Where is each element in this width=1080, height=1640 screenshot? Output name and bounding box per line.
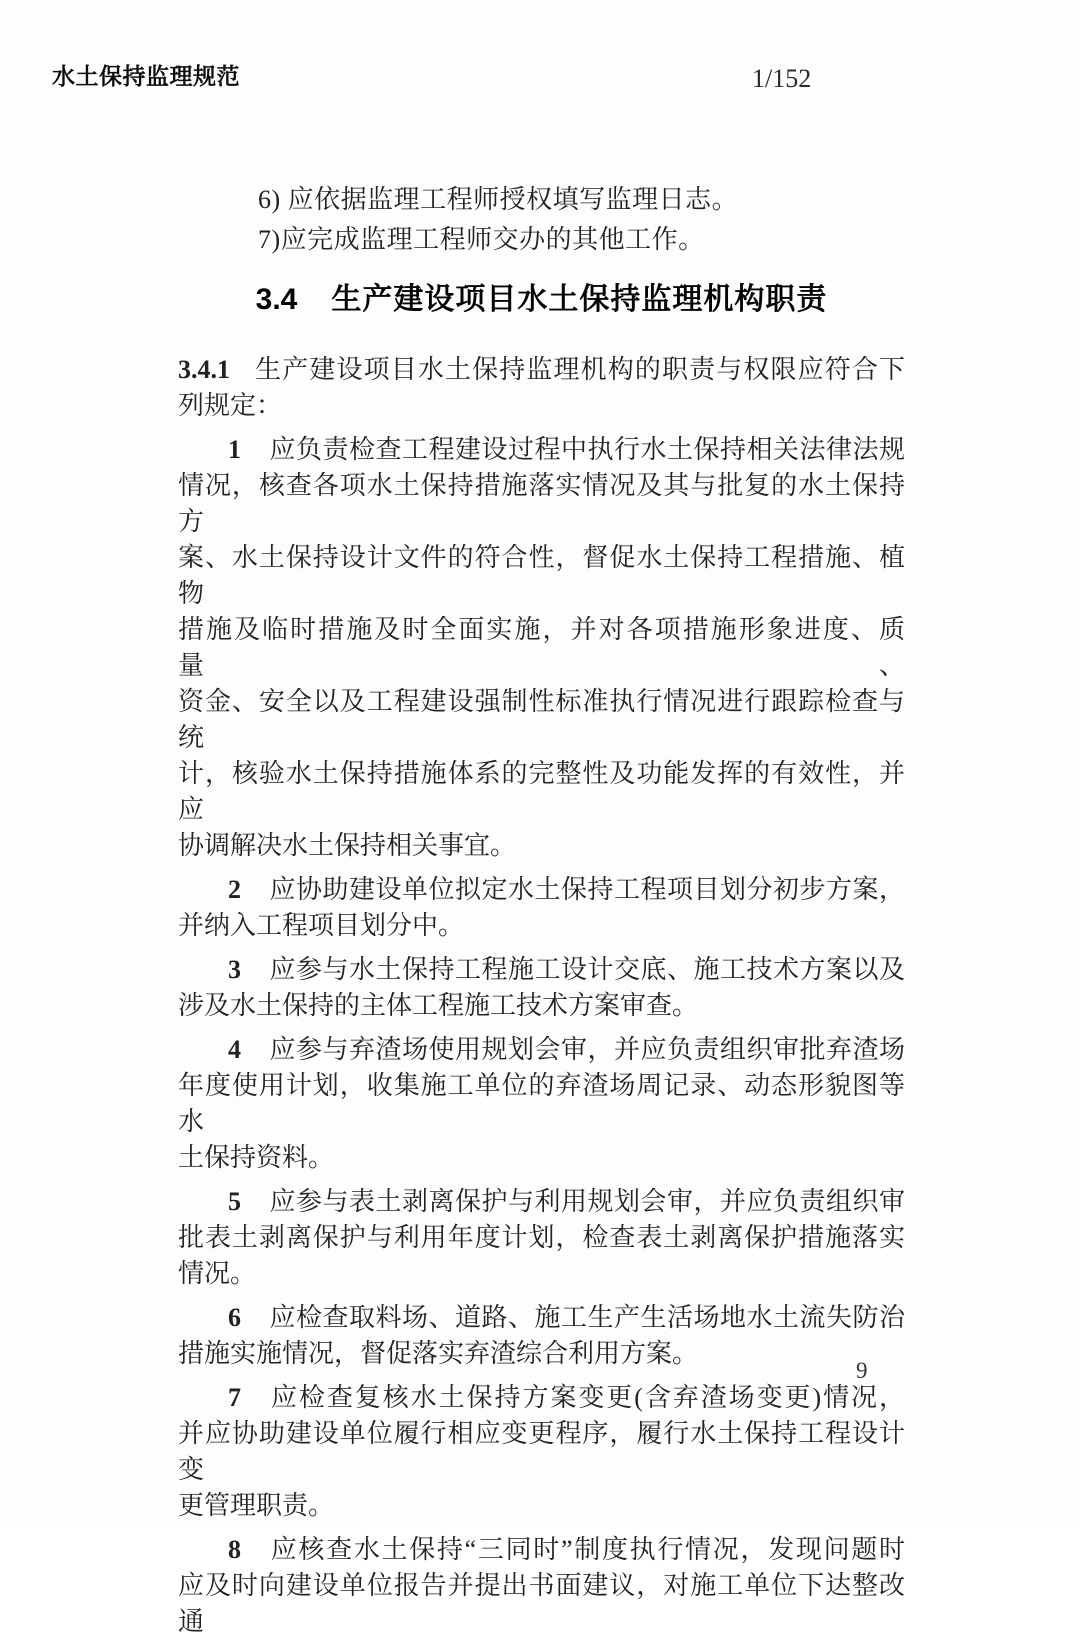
clause-line: 措施及临时措施及时全面实施，并对各项措施形象进度、质量、: [178, 615, 905, 680]
clause-text: 应参与表土剥离保护与利用规划会审，并应负责组织审: [269, 1187, 905, 1216]
page-indicator: 1/152: [752, 64, 812, 93]
clause-line: [178, 1300, 905, 1336]
clause-number: 3: [228, 955, 241, 984]
clause-line: 年度使用计划，收集施工单位的弃渣场周记录、动态形貌图等水: [178, 1071, 905, 1136]
clause-line: 更管理职责。: [178, 1491, 335, 1520]
clause-3-4-1: [178, 352, 905, 424]
clause-1: [178, 432, 905, 864]
clause-number: 7: [228, 1383, 241, 1412]
clause-line: 协调解决水土保持相关事宜。: [178, 831, 517, 860]
doc-title: 水土保持监理规范: [52, 63, 240, 89]
clause-line: 案、水土保持设计文件的符合性，督促水土保持工程措施、植物: [178, 543, 905, 608]
clause-line: [178, 1380, 905, 1416]
clause-number: 1: [228, 435, 241, 464]
clause-line: [178, 432, 905, 468]
list-item-6: 6) 应依据监理工程师授权填写监理日志。: [258, 185, 739, 214]
clause-line: [178, 352, 905, 388]
clause-number: 6: [228, 1303, 241, 1332]
clause-6: [178, 1300, 905, 1372]
clause-line: 土保持资料。: [178, 1143, 335, 1172]
clause-line: 资金、安全以及工程建设强制性标准执行情况进行跟踪检查与统: [178, 687, 905, 752]
clause-5: [178, 1184, 905, 1292]
clause-line: 计，核验水土保持措施体系的完整性及功能发挥的有效性，并应: [178, 759, 905, 824]
clause-line: 应及时向建设单位报告并提出书面建议，对施工单位下达整改通: [178, 1571, 905, 1636]
clause-line: 情况，核查各项水土保持措施落实情况及其与批复的水土保持方: [178, 471, 905, 536]
clause-line: 并应协助建设单位履行相应变更程序，履行水土保持工程设计变: [178, 1419, 905, 1484]
list-item-7: 7)应完成监理工程师交办的其他工作。: [258, 225, 705, 254]
section-number: 3.4: [255, 283, 298, 316]
clause-number: 5: [228, 1187, 241, 1216]
clause-4: [178, 1032, 905, 1176]
clause-text: 应参与弃渣场使用规划会审，并应负责组织审批弃渣场: [269, 1035, 905, 1064]
clause-number: 3.4.1: [178, 355, 230, 384]
clause-line: [178, 872, 905, 908]
clause-line: 列规定：: [178, 391, 283, 420]
page-body: [178, 180, 905, 1640]
clause-text: 应检查取料场、道路、施工生产生活场地水土流失防治: [269, 1303, 905, 1332]
clause-line: 批表土剥离保护与利用年度计划，检查表土剥离保护措施落实: [178, 1223, 905, 1252]
clause-line: [178, 1184, 905, 1220]
clause-number: 2: [228, 875, 241, 904]
clause-text: 生产建设项目水土保持监理机构的职责与权限应符合下: [254, 355, 905, 384]
clause-line: 涉及水土保持的主体工程施工技术方案审查。: [178, 991, 699, 1020]
clause-2: [178, 872, 905, 944]
clause-line: [178, 1032, 905, 1068]
clause-text: 应参与水土保持工程施工设计交底、施工技术方案以及: [269, 955, 905, 984]
clause-7: [178, 1380, 905, 1524]
clause-8: [178, 1532, 905, 1640]
clause-text: 应负责检查工程建设过程中执行水土保持相关法律法规: [269, 435, 905, 464]
clause-line: 并纳入工程项目划分中。: [178, 911, 465, 940]
clause-text: 应核查水土保持“三同时”制度执行情况，发现问题时: [269, 1535, 905, 1564]
clause-3: [178, 952, 905, 1024]
clause-text: 应协助建设单位拟定水土保持工程项目划分初步方案，: [269, 875, 905, 904]
clause-line: [178, 952, 905, 988]
clause-number: 8: [228, 1535, 241, 1564]
clause-line: [178, 1532, 905, 1568]
clause-line: 情况。: [178, 1259, 257, 1288]
clause-text: 应检查复核水土保持方案变更(含弃渣场变更)情况，: [269, 1383, 905, 1412]
clause-line: 措施实施情况，督促落实弃渣综合利用方案。: [178, 1339, 699, 1368]
page-number: 9: [856, 1358, 868, 1383]
section-heading: [178, 278, 905, 322]
clause-number: 4: [228, 1035, 241, 1064]
section-title: 生产建设项目水土保持监理机构职责: [331, 283, 828, 316]
